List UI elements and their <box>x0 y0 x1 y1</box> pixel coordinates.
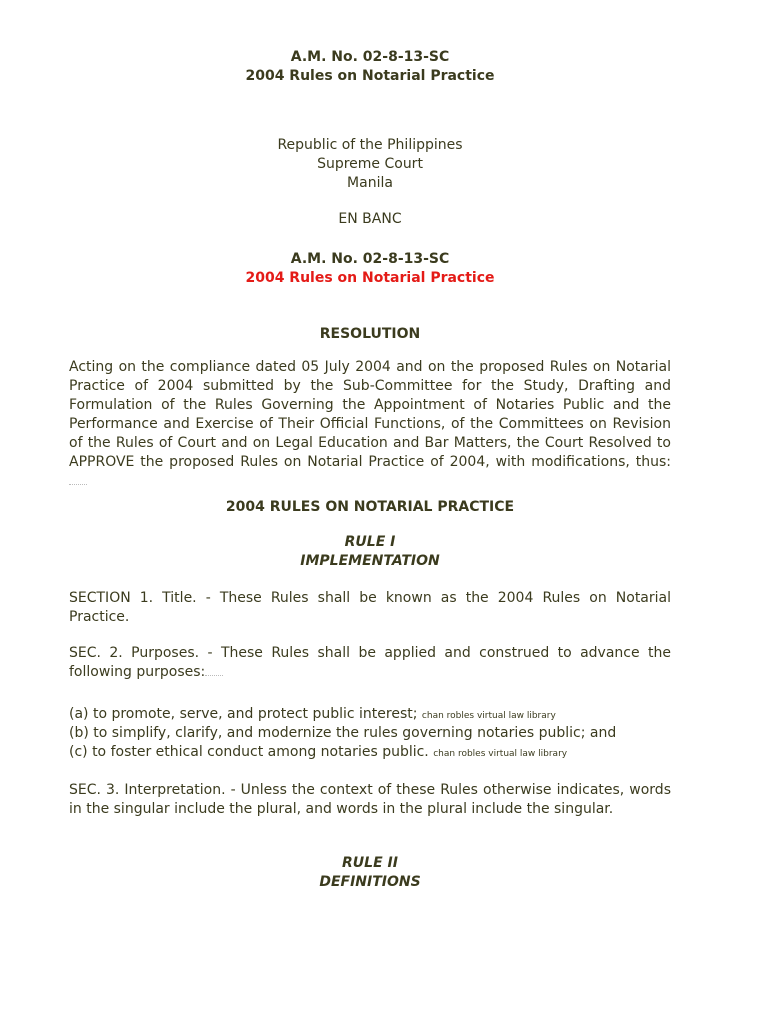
purpose-item-a-text: (a) to promote, serve, and protect public interest; <box>69 706 418 722</box>
resolution-paragraph <box>69 358 671 491</box>
rule-2-label: RULE II <box>342 855 398 871</box>
court-line-manila: Manila <box>347 175 393 191</box>
dotted-marker <box>205 675 223 676</box>
purpose-item-b: (b) to simplify, clarify, and modernize the rules governing notaries public; and <box>69 725 617 741</box>
rule-1-title: IMPLEMENTATION <box>300 553 440 569</box>
dotted-marker <box>69 484 87 485</box>
library-note-c: chan robles virtual law library <box>433 749 568 759</box>
division-en-banc: EN BANC <box>338 211 402 227</box>
rule-1-label: RULE I <box>344 534 396 550</box>
resolution-heading: RESOLUTION <box>319 326 421 342</box>
court-doc-number: A.M. No. 02-8-13-SC <box>290 251 450 267</box>
section-2 <box>69 644 671 682</box>
resolution-text: Acting on the compliance dated 05 July 2004 and on the proposed Rules on Notarial Practice of 2004 submitted by the Sub-Committee for the Study, Drafting and Formulation of the Rules Governing the Appointment of Notaries Public and the Performance and Exercise of Their Official Functions, of the Committees on Revision of the Rules of Court and on Legal Education and Bar Matters, the Court Resolved to APPROVE the proposed Rules on Notarial Practice of 2004, with modifications, thus: <box>69 359 671 470</box>
purpose-item-a <box>69 705 556 726</box>
rules-heading: 2004 RULES ON NOTARIAL PRACTICE <box>225 499 515 515</box>
court-line-republic: Republic of the Philippines <box>277 137 463 153</box>
purpose-item-c <box>69 743 567 764</box>
header-doc-title: 2004 Rules on Notarial Practice <box>245 68 495 84</box>
purpose-item-c-text: (c) to foster ethical conduct among notaries public. <box>69 744 429 760</box>
section-1: SECTION 1. Title. - These Rules shall be known as the 2004 Rules on Notarial Practice. <box>69 590 671 625</box>
section-2-text: SEC. 2. Purposes. - These Rules shall be applied and construed to advance the following purposes: <box>69 645 671 680</box>
library-note-a: chan robles virtual law library <box>421 711 556 721</box>
court-line-supreme-court: Supreme Court <box>317 156 423 172</box>
header-doc-number: A.M. No. 02-8-13-SC <box>290 49 450 65</box>
section-3: SEC. 3. Interpretation. - Unless the context of these Rules otherwise indicates, words in the singular include the plural, and words in the plural include the singular. <box>69 782 671 817</box>
rule-2-title: DEFINITIONS <box>319 874 421 890</box>
court-doc-title: 2004 Rules on Notarial Practice <box>245 270 495 286</box>
